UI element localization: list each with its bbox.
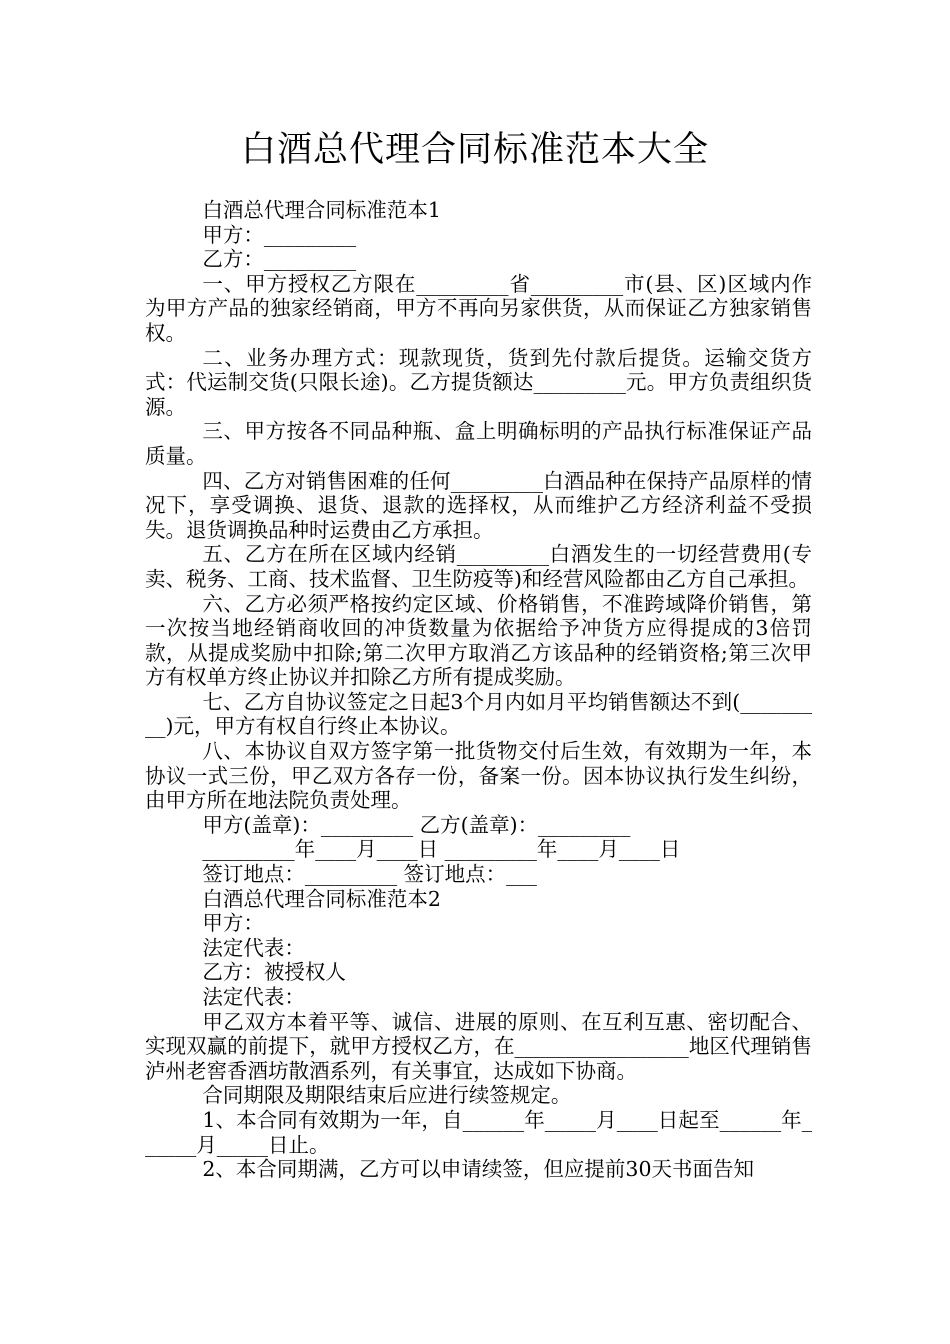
signature-seal-line: 甲方(盖章)：_________ 乙方(盖章)：_________ — [202, 812, 631, 837]
clause-5: 五、乙方在所在区域内经销_________白酒发生的一切经营费用(专卖、税务、工商、技术监督、卫生防疫等)和经营风险都由乙方自己承担。 — [145, 542, 812, 591]
clause-1: 一、甲方授权乙方限在_________省_________市(县、区)区域内作为甲方产品的独家经销商，甲方不再向另家供货，从而保证乙方独家销售权。 — [145, 271, 812, 345]
document-body — [145, 198, 812, 1182]
party-a-line-2: 甲方： — [202, 911, 264, 936]
term-clause-1: 1、本合同有效期为一年，自______年_____月____日起至______年______月_____日止。 — [145, 1107, 812, 1157]
clause-2: 二、业务办理方式：现款现货，货到先付款后提货。运输交货方式：代运制交货(只限长途)。乙方提货额达_________元。甲方负责组织货源。 — [145, 345, 812, 419]
clause-6: 六、乙方必须严格按约定区域、价格销售，不准跨域降价销售，第一次按当地经销商收回的冲货数量为依据给予冲货方应得提成的3倍罚款，从提成奖励中扣除;第二次甲方取消乙方该品种的经销资格;第三次甲方有权单方终止协议并扣除乙方所有提成奖励。 — [145, 591, 812, 690]
document-title: 白酒总代理合同标准范本大全 — [240, 130, 709, 170]
party-b-line-2: 乙方：被授权人 — [202, 960, 346, 985]
term-heading: 合同期限及期限结束后应进行续签规定。 — [202, 1083, 572, 1108]
clause-3: 三、甲方按各不同品种瓶、盒上明确标明的产品执行标准保证产品质量。 — [145, 419, 812, 468]
clause-4: 四、乙方对销售困难的任何_________白酒品种在保持产品原样的情况下，享受调换、退货、退款的选择权，从而维护乙方经济利益不受损失。退货调换品种时运费由乙方承担。 — [145, 468, 812, 542]
party-b-line: 乙方：_________ — [202, 247, 357, 272]
term-clause-2: 2、本合同期满，乙方可以申请续签，但应提前30天书面告知 — [202, 1157, 755, 1182]
section-heading-2: 白酒总代理合同标准范本2 — [202, 886, 441, 911]
clause-7: 七、乙方自协议签定之日起3个月内如月平均销售额达不到(_________)元，甲方有权自行终止本协议。 — [145, 689, 812, 739]
party-a-line: 甲方：_________ — [202, 222, 357, 247]
clause-8: 八、本协议自双方签字第一批货物交付后生效，有效期为一年，本协议一式三份，甲乙双方各存一份，备案一份。因本协议执行发生纠纷，由甲方所在地法院负责处理。 — [145, 739, 812, 813]
legal-rep-a-line: 法定代表： — [202, 935, 305, 960]
legal-rep-b-line: 法定代表： — [202, 985, 305, 1009]
signature-date-line: _________年____月____日 _________年____月____日 — [202, 837, 681, 862]
section-heading-1: 白酒总代理合同标准范本1 — [202, 198, 441, 222]
preamble-paragraph: 甲乙双方本着平等、诚信、进展的原则、在互利互惠、密切配合、实现双赢的前提下，就甲方授权乙方，在_________________地区代理销售泸州老窖香酒坊散酒系列，有关事宜，达成如下协商。 — [145, 1009, 812, 1083]
signing-place-line: 签订地点：_________ 签订地点：___ — [202, 862, 537, 887]
